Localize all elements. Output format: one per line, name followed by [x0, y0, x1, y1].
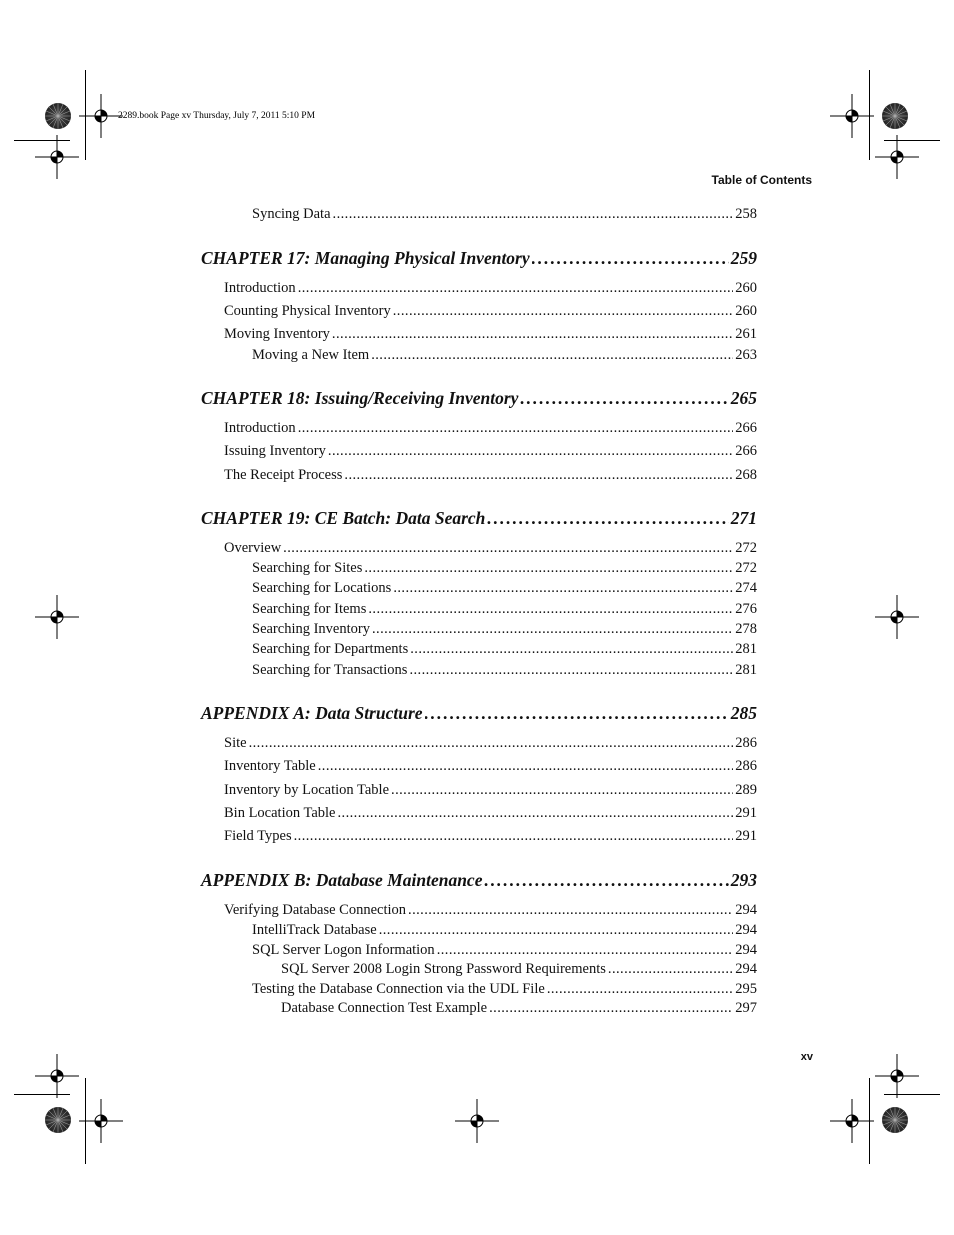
toc-page-number: 276	[735, 601, 757, 617]
toc-entry-title: Overview	[224, 540, 282, 556]
toc-entry-title: Inventory Table	[224, 758, 316, 774]
toc-leader-dots	[298, 421, 734, 436]
toc-leader-dots	[489, 1001, 733, 1016]
toc-entry-title: Field Types	[224, 828, 292, 844]
toc-entry-title: The Receipt Process	[224, 467, 343, 483]
registration-target-icon	[79, 1099, 123, 1143]
toc-leader-dots	[283, 541, 733, 556]
toc-page-number: 291	[735, 805, 757, 821]
toc-entry-title: Counting Physical Inventory	[224, 303, 391, 319]
toc-page-number: 281	[735, 641, 757, 657]
toc-page-number: 291	[735, 828, 757, 844]
toc-leader-dots	[487, 510, 728, 528]
toc-entry-title: Testing the Database Connection via the UDL File	[252, 981, 545, 997]
toc-entry[interactable]	[224, 327, 757, 342]
toc-page-number: 266	[735, 420, 757, 436]
toc-leader-dots	[328, 444, 733, 459]
toc-entry[interactable]	[224, 783, 757, 798]
toc-entry[interactable]	[252, 581, 757, 596]
toc-entry-title: SQL Server 2008 Login Strong Password Requirements	[281, 961, 606, 977]
toc-page-number: 272	[735, 560, 757, 576]
toc-page-number: 294	[735, 922, 757, 938]
toc-leader-dots	[437, 943, 734, 958]
toc-page-number: 281	[735, 662, 757, 678]
toc-entry[interactable]	[252, 943, 757, 958]
toc-page-number: 286	[735, 758, 757, 774]
toc-entry-title: Introduction	[224, 280, 296, 296]
print-slug-line: 2289.book Page xv Thursday, July 7, 2011 5:10 PM	[118, 111, 316, 121]
toc-entry-title: Inventory by Location Table	[224, 782, 390, 798]
registration-target-icon	[79, 94, 123, 138]
toc-leader-dots	[337, 806, 733, 821]
toc-page-number: 263	[735, 347, 757, 363]
toc-entry-title: Verifying Database Connection	[224, 902, 407, 918]
toc-entry[interactable]	[224, 444, 757, 459]
toc-entry-title: Bin Location Table	[224, 805, 336, 821]
registration-target-icon	[875, 595, 919, 639]
toc-entry-title: APPENDIX A: Data Structure	[201, 703, 423, 723]
registration-target-icon	[35, 1054, 79, 1098]
toc-page-number: 278	[735, 621, 757, 637]
toc-leader-dots	[409, 663, 733, 678]
toc-entry[interactable]	[252, 348, 757, 363]
toc-leader-dots	[344, 468, 733, 483]
toc-entry[interactable]	[281, 962, 757, 977]
toc-page-number: 297	[735, 1000, 757, 1016]
toc-entry[interactable]	[224, 736, 757, 751]
toc-leader-dots	[379, 923, 734, 938]
toc-entry[interactable]	[224, 304, 757, 319]
toc-entry-title: Introduction	[224, 420, 296, 436]
toc-leader-dots	[410, 642, 733, 657]
color-bar-disc-icon	[45, 103, 71, 129]
running-head: Table of Contents	[711, 173, 812, 187]
color-bar-disc-icon	[45, 1107, 71, 1133]
toc-page-number: 271	[730, 508, 757, 528]
toc-entry-title: Site	[224, 735, 247, 751]
color-bar-disc-icon	[882, 1107, 908, 1133]
toc-leader-dots	[298, 281, 734, 296]
toc-leader-dots	[372, 622, 733, 637]
toc-page-number: 268	[735, 467, 757, 483]
toc-leader-dots	[393, 304, 734, 319]
toc-entry[interactable]	[252, 207, 757, 222]
toc-entry[interactable]	[252, 982, 757, 997]
toc-leader-dots	[408, 903, 733, 918]
toc-leader-dots	[425, 705, 729, 723]
toc-entry[interactable]	[224, 468, 757, 483]
registration-target-icon	[875, 135, 919, 179]
toc-entry[interactable]	[281, 1001, 757, 1016]
toc-leader-dots	[484, 872, 728, 890]
toc-entry[interactable]	[252, 622, 757, 637]
toc-entry[interactable]	[252, 602, 757, 617]
toc-page-number: 260	[735, 280, 757, 296]
toc-entry-title: CHAPTER 18: Issuing/Receiving Inventory	[201, 388, 519, 408]
toc-page-number: 259	[730, 248, 757, 268]
toc-leader-dots	[532, 250, 729, 268]
toc-chapter-heading[interactable]	[201, 872, 757, 890]
toc-entry-title: Moving Inventory	[224, 326, 330, 342]
toc-entry-title: Database Connection Test Example	[281, 1000, 488, 1016]
toc-page-number: 294	[735, 902, 757, 918]
toc-leader-dots	[520, 390, 728, 408]
toc-leader-dots	[371, 348, 733, 363]
toc-page-number: 260	[735, 303, 757, 319]
toc-entry-title: CHAPTER 19: CE Batch: Data Search	[201, 508, 486, 528]
toc-leader-dots	[249, 736, 734, 751]
toc-entry[interactable]	[252, 923, 757, 938]
toc-page-number: 294	[735, 942, 757, 958]
registration-target-icon	[830, 94, 874, 138]
toc-page-number: 274	[735, 580, 757, 596]
toc-page-number: 295	[735, 981, 757, 997]
page-number: xv	[800, 1051, 813, 1063]
toc-page-number: 293	[730, 870, 757, 890]
toc-page-number: 265	[730, 388, 757, 408]
toc-page-number: 272	[735, 540, 757, 556]
registration-target-icon	[35, 135, 79, 179]
toc-leader-dots	[608, 962, 733, 977]
toc-entry[interactable]	[252, 561, 757, 576]
toc-entry[interactable]	[252, 663, 757, 678]
toc-entry-title: Searching for Items	[252, 601, 367, 617]
toc-entry[interactable]	[224, 759, 757, 774]
toc-entry-title: Syncing Data	[252, 206, 331, 222]
toc-page-number: 261	[735, 326, 757, 342]
toc-entry-title: Searching for Departments	[252, 641, 409, 657]
toc-page-number: 266	[735, 443, 757, 459]
toc-entry[interactable]	[224, 281, 757, 296]
toc-entry[interactable]	[252, 642, 757, 657]
registration-target-icon	[35, 595, 79, 639]
toc-leader-dots	[333, 207, 734, 222]
toc-page-number: 294	[735, 961, 757, 977]
toc-entry-title: Searching for Sites	[252, 560, 363, 576]
toc-page-number: 285	[730, 703, 757, 723]
toc-leader-dots	[391, 783, 733, 798]
registration-target-icon	[875, 1054, 919, 1098]
toc-entry[interactable]	[224, 806, 757, 821]
toc-entry[interactable]	[224, 421, 757, 436]
toc-page-number: 258	[735, 206, 757, 222]
toc-leader-dots	[294, 829, 734, 844]
toc-entry-title: Searching for Locations	[252, 580, 392, 596]
registration-target-icon	[455, 1099, 499, 1143]
toc-leader-dots	[364, 561, 733, 576]
toc-entry-title: SQL Server Logon Information	[252, 942, 435, 958]
toc-entry-title: APPENDIX B: Database Maintenance	[201, 870, 483, 890]
toc-chapter-heading[interactable]	[201, 390, 757, 408]
toc-entry-title: IntelliTrack Database	[252, 922, 377, 938]
toc-chapter-heading[interactable]	[201, 705, 757, 723]
registration-target-icon	[830, 1099, 874, 1143]
color-bar-disc-icon	[882, 103, 908, 129]
toc-chapter-heading[interactable]	[201, 510, 757, 528]
toc-chapter-heading[interactable]	[201, 250, 757, 268]
toc-page-number: 289	[735, 782, 757, 798]
toc-leader-dots	[547, 982, 733, 997]
toc-entry-title: Searching Inventory	[252, 621, 370, 637]
toc-page-number: 286	[735, 735, 757, 751]
toc-leader-dots	[332, 327, 733, 342]
toc-leader-dots	[368, 602, 733, 617]
toc-entry[interactable]	[224, 829, 757, 844]
toc-entry-title: Moving a New Item	[252, 347, 370, 363]
toc-entry-title: Searching for Transactions	[252, 662, 408, 678]
toc-entry-title: CHAPTER 17: Managing Physical Inventory	[201, 248, 530, 268]
toc-entry-title: Issuing Inventory	[224, 443, 326, 459]
toc-leader-dots	[318, 759, 734, 774]
toc-entry[interactable]	[224, 541, 757, 556]
toc-leader-dots	[393, 581, 733, 596]
toc-entry[interactable]	[224, 903, 757, 918]
